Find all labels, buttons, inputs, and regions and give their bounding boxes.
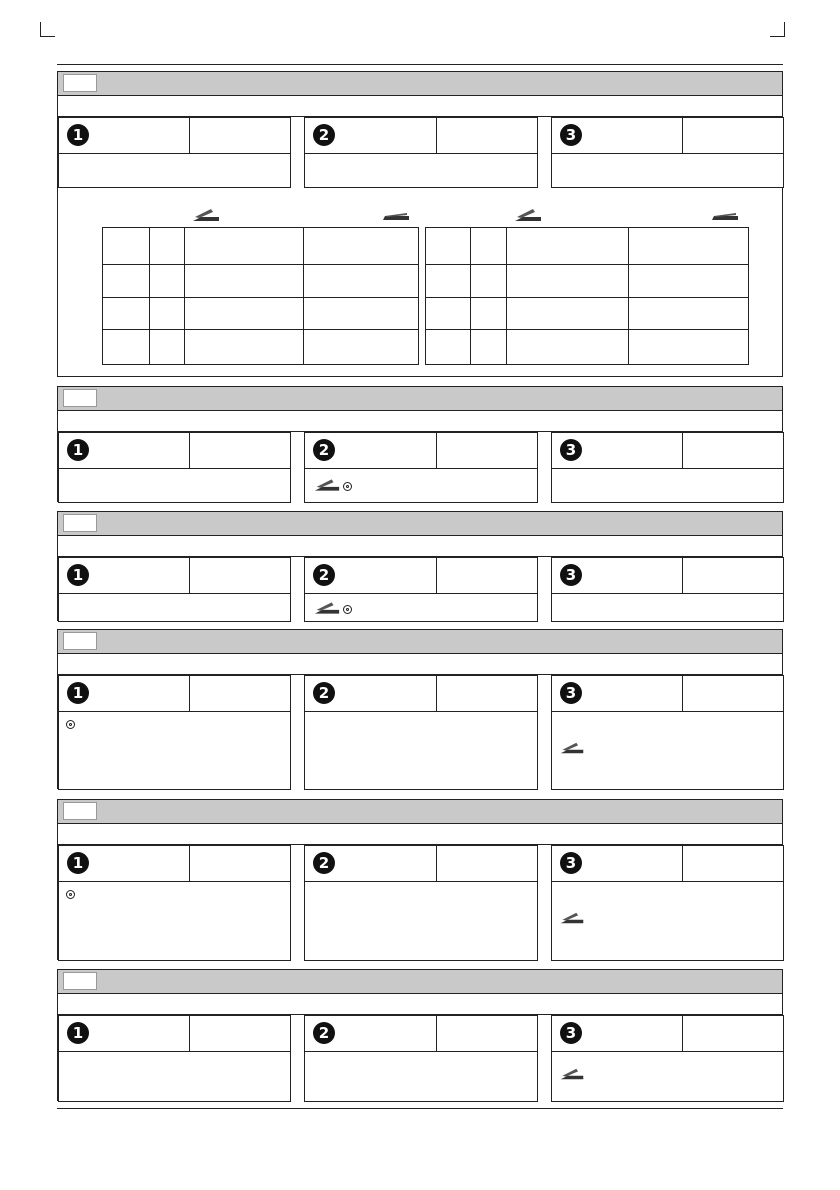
step-3-box — [551, 845, 784, 961]
step-header — [59, 1016, 290, 1052]
target-circle-icon — [66, 890, 75, 899]
step-header-divider — [189, 433, 190, 468]
step-header-divider — [682, 846, 683, 881]
section-header-bar — [58, 970, 782, 994]
pedal-table-left — [102, 227, 419, 365]
step-header — [59, 676, 290, 712]
step-number-badge: 3 — [560, 124, 582, 146]
page-top-rule — [57, 64, 783, 65]
step-number-badge: 1 — [67, 564, 89, 586]
step-1-box — [58, 557, 291, 622]
step-number-badge: 2 — [313, 439, 335, 461]
step-header-divider — [682, 676, 683, 711]
step-2-box — [304, 117, 538, 188]
section-tag — [63, 632, 97, 650]
step-2-box — [304, 432, 538, 503]
pedal-pressed-icon — [559, 1066, 585, 1082]
target-circle-icon — [343, 605, 352, 614]
step-header-divider — [189, 1016, 190, 1051]
section-tag — [63, 389, 97, 407]
section-subtitle — [58, 993, 782, 1015]
section-tag — [63, 802, 97, 820]
pedal-pressed-icon — [313, 600, 341, 616]
section-1 — [57, 71, 783, 377]
section-2 — [57, 386, 783, 502]
step-number-badge: 1 — [67, 682, 89, 704]
step-header — [59, 846, 290, 882]
step-header-divider — [682, 558, 683, 593]
step-header — [552, 676, 783, 712]
step-1-box — [58, 845, 291, 961]
section-4 — [57, 629, 783, 789]
step-number-badge: 2 — [313, 564, 335, 586]
step-header — [305, 118, 537, 154]
step-header — [552, 558, 783, 594]
pedal-pressed-icon — [513, 207, 543, 223]
section-header-bar — [58, 387, 782, 411]
pedal-pressed-icon — [559, 740, 585, 756]
section-header-bar — [58, 630, 782, 654]
step-2-box — [304, 675, 538, 790]
step-header-divider — [189, 558, 190, 593]
step-1-box — [58, 1015, 291, 1102]
step-number-badge: 1 — [67, 124, 89, 146]
section-subtitle — [58, 535, 782, 557]
section-subtitle — [58, 823, 782, 845]
step-number-badge: 2 — [313, 682, 335, 704]
step-number-badge: 3 — [560, 564, 582, 586]
step-3-box — [551, 1015, 784, 1102]
step-header-divider — [436, 1016, 437, 1051]
pedal-pressed-icon — [559, 910, 585, 926]
pedal-pressed-icon — [191, 207, 221, 223]
step-number-badge: 1 — [67, 852, 89, 874]
step-header-divider — [436, 433, 437, 468]
section-3 — [57, 511, 783, 621]
pedal-table-right — [425, 227, 749, 365]
section-header-bar — [58, 800, 782, 824]
step-header-divider — [436, 558, 437, 593]
step-header — [59, 558, 290, 594]
step-header — [59, 433, 290, 469]
step-header-divider — [436, 676, 437, 711]
step-3-box — [551, 117, 784, 188]
step-number-badge: 3 — [560, 852, 582, 874]
step-number-badge: 2 — [313, 124, 335, 146]
step-header — [552, 433, 783, 469]
pedal-pressed-icon — [313, 477, 341, 493]
target-circle-icon — [343, 482, 352, 491]
step-2-box — [304, 845, 538, 961]
step-3-box — [551, 675, 784, 790]
step-number-badge: 2 — [313, 852, 335, 874]
section-subtitle — [58, 653, 782, 675]
crop-mark-left — [40, 22, 55, 37]
section-subtitle — [58, 410, 782, 432]
step-1-box — [58, 432, 291, 503]
section-tag — [63, 972, 97, 990]
section-tag — [63, 514, 97, 532]
step-header-divider — [436, 846, 437, 881]
page-bottom-rule — [57, 1108, 783, 1109]
section-header-bar — [58, 512, 782, 536]
pedal-released-icon — [710, 210, 740, 222]
step-header — [59, 118, 290, 154]
step-header-divider — [189, 846, 190, 881]
step-header — [305, 846, 537, 882]
step-3-box — [551, 432, 784, 503]
step-header-divider — [682, 433, 683, 468]
step-header — [552, 118, 783, 154]
step-1-box — [58, 675, 291, 790]
step-header — [552, 1016, 783, 1052]
step-header-divider — [436, 118, 437, 153]
step-header — [305, 558, 537, 594]
step-number-badge: 3 — [560, 1022, 582, 1044]
step-header — [305, 1016, 537, 1052]
step-header-divider — [682, 118, 683, 153]
pedal-released-icon — [381, 210, 411, 222]
step-number-badge: 3 — [560, 682, 582, 704]
step-header — [305, 433, 537, 469]
step-number-badge: 1 — [67, 439, 89, 461]
step-2-box — [304, 557, 538, 622]
step-header-divider — [189, 676, 190, 711]
step-2-box — [304, 1015, 538, 1102]
step-header-divider — [189, 118, 190, 153]
section-header-bar — [58, 72, 782, 96]
section-subtitle — [58, 95, 782, 117]
step-header — [552, 846, 783, 882]
section-6 — [57, 969, 783, 1101]
step-header-divider — [682, 1016, 683, 1051]
step-number-badge: 1 — [67, 1022, 89, 1044]
step-1-box — [58, 117, 291, 188]
step-header — [305, 676, 537, 712]
crop-mark-right — [770, 22, 785, 37]
section-5 — [57, 799, 783, 960]
step-number-badge: 2 — [313, 1022, 335, 1044]
step-3-box — [551, 557, 784, 622]
section-tag — [63, 74, 97, 92]
step-number-badge: 3 — [560, 439, 582, 461]
target-circle-icon — [66, 720, 75, 729]
